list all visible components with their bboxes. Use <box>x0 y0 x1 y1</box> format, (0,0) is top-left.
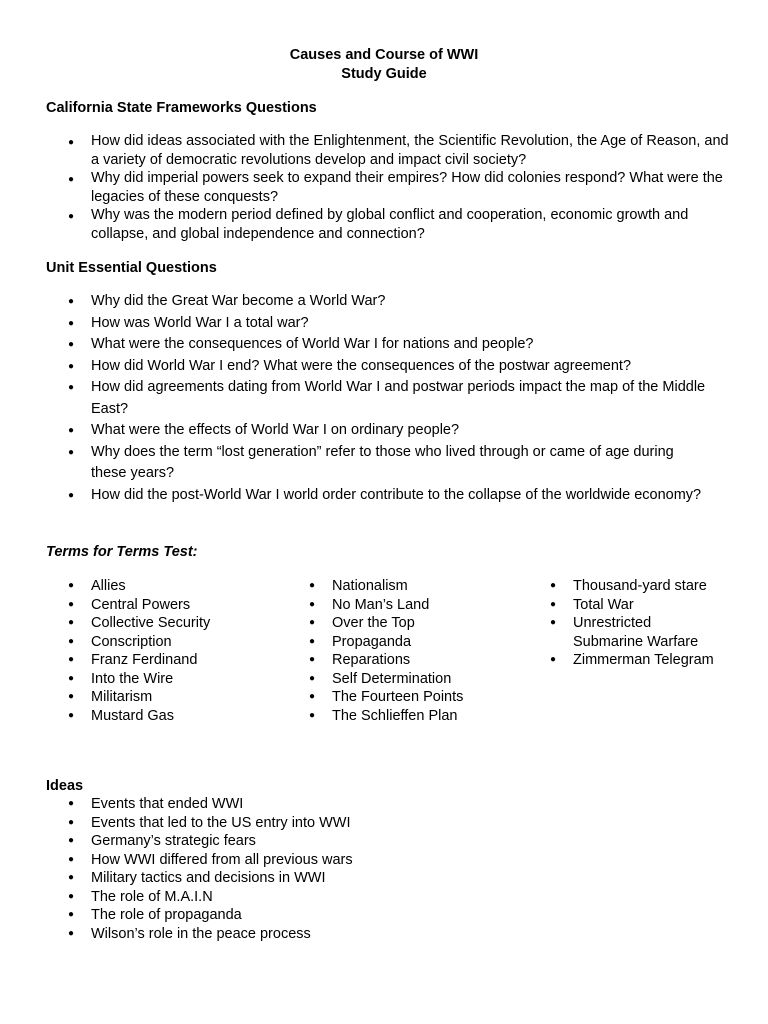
frameworks-list <box>68 132 733 243</box>
list-item: ● Into the Wire <box>68 670 288 689</box>
list-item: ● Central Powers <box>68 596 288 615</box>
frameworks-heading: California State Frameworks Questions <box>46 100 317 116</box>
document-title: Causes and Course of WWI <box>289 47 479 63</box>
list-item: ● Unrestricted Submarine Warfare <box>550 614 723 651</box>
list-item: ● Why was the modern period defined by global conflict and cooperation, economic growth and collapse, and global independence and connection? <box>68 206 733 243</box>
list-item: ● How did the post-World War I world order contribute to the collapse of the worldwide economy? <box>68 485 708 507</box>
terms-heading: Terms for Terms Test: <box>46 544 198 560</box>
list-item: ● Why did imperial powers seek to expand their empires? How did colonies respond? What were the legacies of these conquests? <box>68 169 733 206</box>
terms-column-2 <box>309 577 529 725</box>
ideas-list <box>68 795 568 943</box>
list-item: ● Conscription <box>68 633 288 652</box>
list-item: ● How did World War I end? What were the consequences of the postwar agreement? <box>68 356 708 378</box>
essential-heading: Unit Essential Questions <box>46 260 217 276</box>
ideas-heading: Ideas <box>46 778 84 794</box>
list-item: ● Germany’s strategic fears <box>68 832 568 851</box>
list-item: ● How did agreements dating from World War I and postwar periods impact the map of the Middle East? <box>68 377 708 420</box>
list-item: ● The Fourteen Points <box>309 688 529 707</box>
list-item: ● Over the Top <box>309 614 529 633</box>
list-item: ● Mustard Gas <box>68 707 288 726</box>
list-item: ● The Schlieffen Plan <box>309 707 529 726</box>
list-item: ● Why does the term “lost generation” refer to those who lived through or came of age during these years? <box>68 442 708 485</box>
list-item: ● Zimmerman Telegram <box>550 651 740 670</box>
terms-column-1 <box>68 577 288 725</box>
list-item: ● Military tactics and decisions in WWI <box>68 869 568 888</box>
list-item: ● What were the consequences of World War I for nations and people? <box>68 334 708 356</box>
list-item: ● Allies <box>68 577 288 596</box>
list-item: ● How WWI differed from all previous wars <box>68 851 568 870</box>
list-item: ● Thousand-yard stare <box>550 577 740 596</box>
list-item: ● Militarism <box>68 688 288 707</box>
list-item: ● No Man’s Land <box>309 596 529 615</box>
list-item: ● The role of M.A.I.N <box>68 888 568 907</box>
title-block <box>0 46 768 84</box>
list-item: ● Why did the Great War become a World War? <box>68 291 708 313</box>
list-item: ● How was World War I a total war? <box>68 313 708 335</box>
list-item: ● Franz Ferdinand <box>68 651 288 670</box>
list-item: ● Self Determination <box>309 670 529 689</box>
list-item: ● How did ideas associated with the Enlightenment, the Scientific Revolution, the Age of Reason, and a variety of democratic revolutions develop and impact civil society? <box>68 132 733 169</box>
list-item: ● Reparations <box>309 651 529 670</box>
list-item: ● The role of propaganda <box>68 906 568 925</box>
terms-column-3 <box>550 577 740 670</box>
list-item: ● Collective Security <box>68 614 288 633</box>
essential-list <box>68 291 708 506</box>
list-item: ● What were the effects of World War I on ordinary people? <box>68 420 708 442</box>
list-item: ● Wilson’s role in the peace process <box>68 925 568 944</box>
list-item: ● Events that ended WWI <box>68 795 568 814</box>
list-item: ● Nationalism <box>309 577 529 596</box>
list-item: ● Events that led to the US entry into WWI <box>68 814 568 833</box>
list-item: ● Propaganda <box>309 633 529 652</box>
document-subtitle: Study Guide <box>341 66 427 82</box>
list-item: ● Total War <box>550 596 740 615</box>
